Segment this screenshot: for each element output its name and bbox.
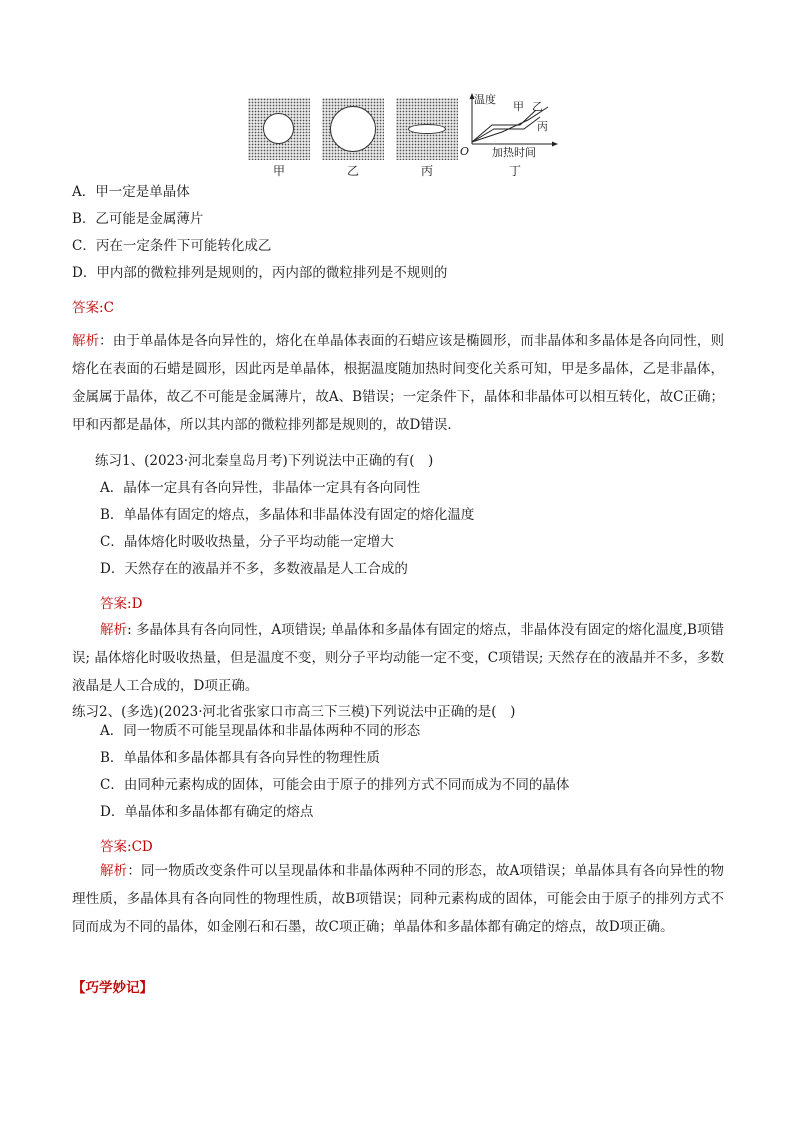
ex1-answer-value: D <box>131 596 143 612</box>
figure-label-ding: 丁 <box>509 164 522 178</box>
graph-curve-label-yi: 乙 <box>532 100 543 113</box>
ex1-option-a: A．晶体一定具有各向异性，非晶体一定具有各向同性 <box>100 480 421 496</box>
ex2-option-c: C．由同种元素构成的固体，可能会由于原子的排列方式不同而成为不同的晶体 <box>100 777 570 793</box>
ex2-answer-label: 答案: <box>100 839 132 855</box>
graph-curve-label-jia: 甲 <box>513 100 524 113</box>
ex1-answer-label: 答案: <box>100 596 132 612</box>
q1-option-b: B．乙可能是金属薄片 <box>72 211 204 227</box>
q1-explanation <box>72 327 724 439</box>
ex1-answer <box>100 594 142 614</box>
ex1-option-b: B．单晶体有固定的熔点，多晶体和非晶体没有固定的熔化温度 <box>100 507 475 523</box>
q1-explanation-label: 解析 <box>72 333 100 349</box>
exercise2-title: 练习2、(多选)(2023·河北省张家口市高三下三模)下列说法中正确的是( ) <box>72 704 516 720</box>
q1-option-d: D．甲内部的微粒排列是规则的，丙内部的微粒排列是不规则的 <box>72 265 448 281</box>
q1-explanation-text: ：由于单晶体是各向异性的，熔化在单晶体表面的石蜡应该是椭圆形，而非晶体和多晶体是各向同性，则熔化在表面的石蜡是圆形，因此丙是单晶体，根据温度随加热时间变化关系可知，甲是多晶体，乙是非晶体，金属属于晶体，故乙不可能是金属薄片，故A、B错误；一定条件下，晶体和非晶体可以相互转化，故C正确；甲和丙都是晶体，所以其内部的微粒排列都是规则的，故D错误． <box>72 333 725 433</box>
q1-option-a: A．甲一定是单晶体 <box>72 184 190 200</box>
figure-label-bing: 丙 <box>421 164 434 178</box>
exercise1-title: 练习1、(2023·河北秦皇岛月考)下列说法中正确的有( ) <box>95 453 434 469</box>
ex2-answer <box>100 837 153 857</box>
ex1-option-c: C．晶体熔化时吸收热量，分子平均动能一定增大 <box>100 534 394 550</box>
q1-option-c: C．丙在一定条件下可能转化成乙 <box>72 238 272 254</box>
ex1-explanation-label: 解析 <box>100 622 128 638</box>
figure-label-jia: 甲 <box>273 164 286 178</box>
graph-x-axis-label: 加热时间 <box>492 146 536 159</box>
curve-jia <box>472 110 536 142</box>
tip-heading: 【巧学妙记】 <box>72 980 153 996</box>
wax-circle-large <box>330 106 376 152</box>
ex2-answer-value: CD <box>131 839 153 855</box>
figure-label-yi: 乙 <box>347 164 360 178</box>
ex2-explanation-label: 解析 <box>100 863 128 879</box>
ex2-option-a: A．同一物质不可能呈现晶体和非晶体两种不同的形态 <box>100 723 421 739</box>
wax-circle-small <box>263 113 294 144</box>
ex2-option-d: D．单晶体和多晶体都有确定的熔点 <box>100 804 314 820</box>
graph-y-axis-label: 温度 <box>474 93 496 106</box>
figure-panel-jia <box>248 98 310 160</box>
graph-origin-label: O <box>460 145 470 158</box>
ex2-option-b: B．单晶体和多晶体都具有各向异性的物理性质 <box>100 750 380 766</box>
q1-answer <box>72 298 114 318</box>
graph-curve-label-bing: 丙 <box>537 120 548 133</box>
ex1-explanation <box>72 616 724 700</box>
q1-answer-value: C <box>103 300 114 316</box>
q1-answer-label: 答案: <box>72 300 104 316</box>
ex2-explanation <box>72 857 724 941</box>
figure-panel-yi <box>322 98 384 160</box>
wax-ellipse <box>408 124 446 134</box>
figure-panel-bing <box>396 98 458 160</box>
ex1-explanation-text: : 多晶体具有各向同性，A项错误; 单晶体和多晶体有固定的熔点，非晶体没有固定的熔化温度,B项错误; 晶体熔化时吸收热量，但是温度不变，则分子平均动能一定不变，C项错误; 天然存在的液晶并不多，多数液晶是人工合成的，D项正确。 <box>72 622 725 694</box>
ex1-option-d: D．天然存在的液晶并不多，多数液晶是人工合成的 <box>100 561 408 577</box>
ex2-explanation-text: ：同一物质改变条件可以呈现晶体和非晶体两种不同的形态，故A项错误；单晶体具有各向异性的物理性质，多晶体具有各向同性的物理性质，故B项错误；同种元素构成的固体，可能会由于原子的排列方式不同而成为不同的晶体，如金刚石和石墨，故C项正确；单晶体和多晶体都有确定的熔点，故D项正确。 <box>72 863 725 935</box>
